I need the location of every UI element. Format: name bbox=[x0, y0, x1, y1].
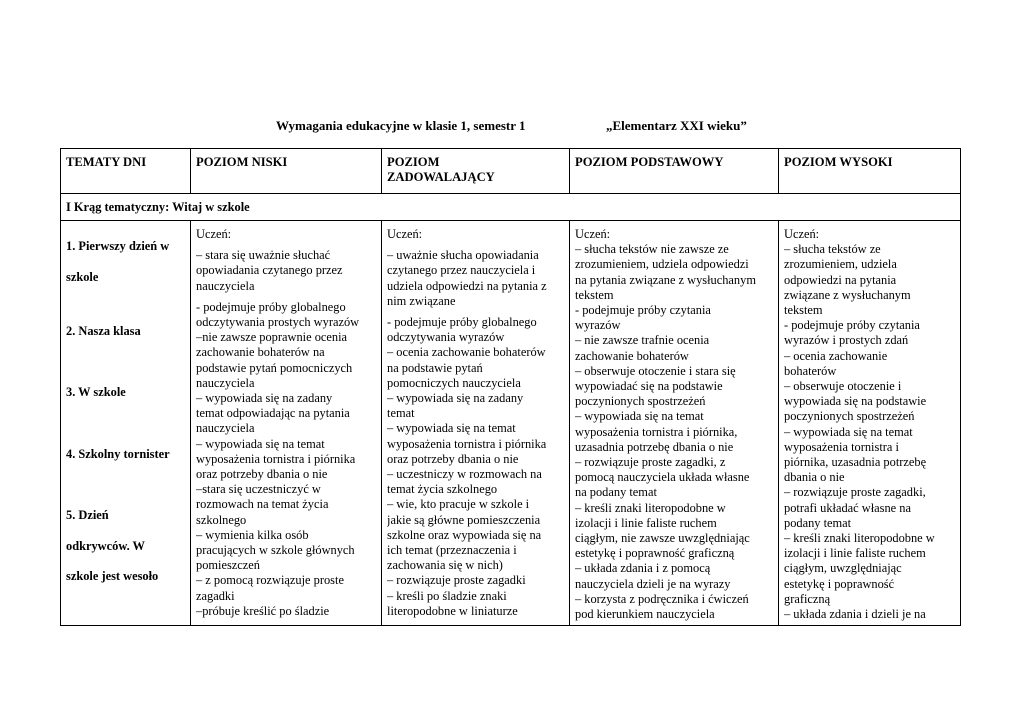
topic-item: 3. W szkole bbox=[66, 385, 126, 400]
header-topics: TEMATY DNI bbox=[61, 149, 191, 194]
requirement-text: Uczeń: – słucha tekstów ze zrozumieniem, udziela odpowiedzi na pytania związane z wysłuchanym tekstem - podejmuje próby czytania wyrazów i prostych zdań – ocenia zachowanie bohaterów – obserwuje otoczenie i wypowiada się na podstawie poczynionych spostrzeżeń – wypowiada się na temat wyposażenia tornistra i piórnika, uzasadnia potrzebę dbania o nie – rozwiązuje proste zagadki, potrafi układać własne na podany temat – kreśli znaki literopodobne w izolacji i linie faliste ruchem ciągłym, uwzględniając estetykę i poprawność graficzną – układa zdania i dzieli je na bbox=[784, 227, 935, 621]
header-level-low: POZIOM NISKI bbox=[191, 149, 382, 194]
level-satisfactory-cell bbox=[382, 221, 570, 626]
title-grade-semester: Wymagania edukacyjne w klasie 1, semestr 1 bbox=[276, 118, 526, 133]
header-level-satisfactory: POZIOM ZADOWALAJĄCY bbox=[382, 149, 570, 194]
requirement-text: – uważnie słucha opowiadania czytanego przez nauczyciela i udziela odpowiedzi na pytania z nim związane bbox=[387, 248, 547, 308]
topic-item: 5. Dzień odkrywców. W szkole jest wesoło bbox=[66, 508, 159, 584]
requirements-table bbox=[60, 148, 961, 626]
requirement-text: – stara się uważnie słuchać opowiadania czytanego przez nauczyciela bbox=[196, 248, 343, 293]
header-row bbox=[61, 149, 961, 194]
header-level-high: POZIOM WYSOKI bbox=[779, 149, 961, 194]
topic-item: 1. Pierwszy dzień w szkole bbox=[66, 239, 170, 284]
requirement-text: - podejmuje próby globalnego odczytywania prostych wyrazów –nie zawsze poprawnie ocenia zachowanie bohaterów na podstawie pytań pomocniczych nauczyciela – wypowiada się na zadany temat odpowiadając na pytania nauczyciela – wypowiada się na temat wyposażenia tornistra i piórnika oraz potrzeby dbania o nie –stara się uczestniczyć w rozmowach na temat życia szkolnego – wymienia kilka osób pracujących w szkole głównych pomieszczeń – z pomocą rozwiązuje proste zagadki –próbuje kreślić po śladzie bbox=[196, 299, 360, 618]
topic-item: 2. Nasza klasa bbox=[66, 324, 141, 339]
title-textbook-name: „Elementarz XXI wieku” bbox=[606, 118, 747, 133]
topics-cell bbox=[61, 221, 191, 626]
section-title: I Krąg tematyczny: Witaj w szkole bbox=[61, 194, 961, 221]
level-basic-cell bbox=[570, 221, 779, 626]
requirement-text: - podejmuje próby globalnego odczytywania wyrazów – ocenia zachowanie bohaterów na podstawie pytań pomocniczych nauczyciela – wypowiada się na zadany temat – wypowiada się na temat wyposażenia tornistra i piórnika oraz potrzeby dbania o nie – uczestniczy w rozmowach na temat życia szkolnego – wie, kto pracuje w szkole i jakie są główne pomieszczenia szkolne oraz wypowiada się na ich temat (przeznaczenia i zachowania się w nich) – rozwiązuje proste zagadki – kreśli po śladzie znaki literopodobne w liniaturze bbox=[387, 315, 547, 618]
level-low-cell bbox=[191, 221, 382, 626]
requirement-text: Uczeń: – słucha tekstów nie zawsze ze zrozumieniem, udziela odpowiedzi na pytania związane z wysłuchanym tekstem - podejmuje próby czytania wyrazów – nie zawsze trafnie ocenia zachowanie bohaterów – obserwuje otoczenie i stara się wypowiadać się na podstawie poczynionych spostrzeżeń – wypowiada się na temat wyposażenia tornistra i piórnika, uzasadnia potrzebę dbania o nie – rozwiązuje proste zagadki, z pomocą nauczyciela układa własne na podany temat – kreśli znaki literopodobne w izolacji i linie faliste ruchem ciągłym, nie zawsze uwzględniając estetykę i poprawność graficzną – układa zdania i z pomocą nauczyciela dzieli je na wyrazy – korzysta z podręcznika i ćwiczeń pod kierunkiem nauczyciela bbox=[575, 227, 756, 621]
requirement-intro: Uczeń: bbox=[196, 227, 232, 241]
section-row bbox=[61, 194, 961, 221]
topic-item: 4. Szkolny tornister bbox=[66, 446, 170, 461]
level-high-cell bbox=[779, 221, 961, 626]
requirement-intro: Uczeń: bbox=[387, 227, 423, 241]
header-level-basic: POZIOM PODSTAWOWY bbox=[570, 149, 779, 194]
document-title bbox=[0, 118, 1024, 134]
content-row bbox=[61, 221, 961, 626]
